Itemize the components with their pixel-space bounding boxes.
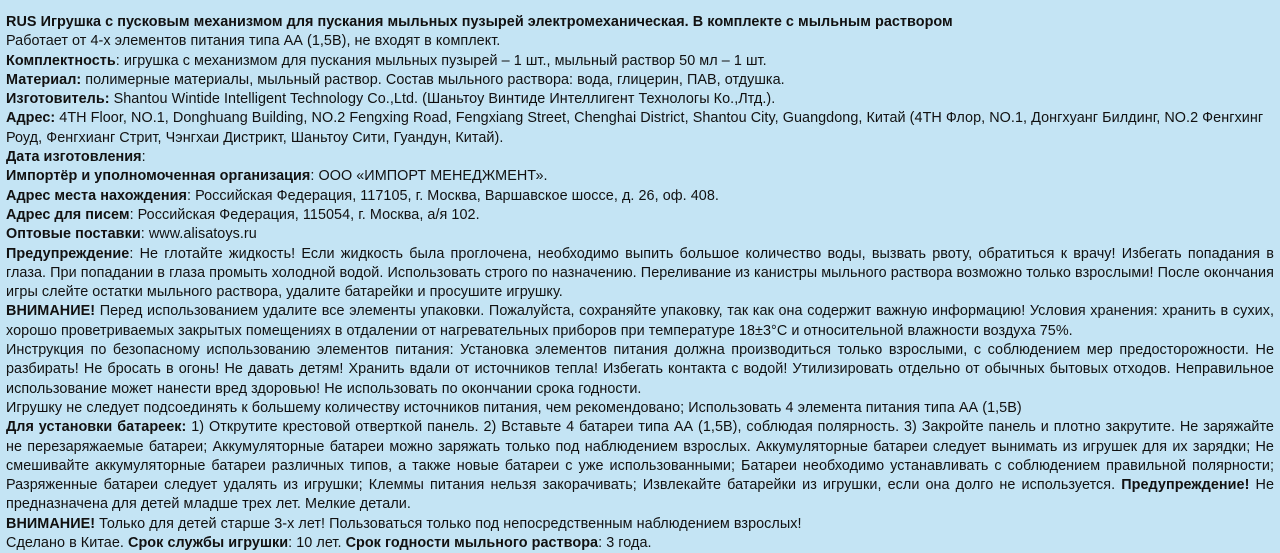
kit-value: : игрушка с механизмом для пускания мыльных пузырей – 1 шт., мыльный раствор 50 мл – 1 шт. (115, 52, 767, 69)
importer-label: Импортёр и уполномоченная организация (6, 168, 311, 185)
mail-value: : Российская Федерация, 115054, г. Москва, а/я 102. (129, 206, 480, 223)
material-line (6, 71, 1274, 90)
maker-line (6, 90, 1274, 109)
date-value: : (141, 149, 146, 166)
battery-paragraph (6, 418, 1274, 514)
attention-paragraph (6, 302, 1274, 341)
wholesale-label: Оптовые поставки (6, 226, 141, 243)
life-value: : 10 лет. (288, 535, 346, 552)
location-label: Адрес места нахождения (6, 187, 187, 204)
attention-label: ВНИМАНИЕ! (6, 303, 96, 320)
battery-label: Для установки батареек: (6, 419, 187, 436)
made-in-text: Сделано в Китае. (6, 535, 129, 552)
wholesale-value: : www.alisatoys.ru (140, 226, 257, 243)
instruction-paragraph: Инструкция по безопасному использованию элементов питания: Установка элементов питания должна производиться только взрослыми, с соблюдением мер предосторожности. Не разбирать! Не бросать в огонь! Не давать детям! Хранить вдали от источников тепла! Избегать контакта с водой! Утилизировать отдельно от обычных бытовых отходов. Неправильное использование может нанести вред здоровью! Не использовать по окончании срока годности. (6, 342, 1274, 397)
date-line (6, 148, 1274, 167)
kit-label: Комплектность (6, 52, 116, 69)
importer-value: : ООО «ИМПОРТ МЕНЕДЖМЕНТ». (310, 168, 548, 185)
title-line (6, 13, 1274, 32)
expiry-label: Срок годности мыльного раствора (345, 535, 599, 552)
battery-warning-label: Предупреждение! (1121, 477, 1250, 494)
age-line (6, 515, 1274, 534)
kit-line (6, 52, 1274, 71)
maker-value: Shantou Wintide Intelligent Technology Co.,Ltd. (Шаньтоу Винтиде Интеллигент Технологы Ко.,Лтд.). (109, 91, 776, 108)
maker-label: Изготовитель: (6, 91, 110, 108)
address-line (6, 109, 1274, 148)
address-label: Адрес: (6, 110, 56, 127)
battery-warning-value: Не предназначена для детей младше трех лет. Мелкие детали. (6, 477, 1275, 513)
mail-line (6, 206, 1274, 225)
wholesale-line (6, 225, 1274, 244)
material-label: Материал: (6, 71, 82, 88)
battery-value: 1) Открутите крестовой отверткой панель. 2) Вставьте 4 батареи типа АА (1,5В), соблюдая полярность. 3) Закройте панель и плотно закрутите. Не заряжайте не перезаряжаемые батареи; Аккумуляторные батареи можно заряжать только под наблюдением взрослых. Аккумуляторные батареи следует вынимать из игрушек для их зарядки; Не смешивайте аккумуляторные батареи различных типов, а также новые батареи с уже использованными; Батареи необходимо устанавливать с соблюдением правильной полярности; Разряженные батареи следует удалять из игрушки; Клеммы питания нельзя закорачивать; Извлекайте батарейки из игрушки, если она долго не используется. (6, 419, 1274, 494)
expiry-value: : 3 года. (598, 535, 652, 552)
warning-value: : Не глотайте жидкость! Если жидкость была проглочена, необходимо выпить большое количество воды, вызвать рвоту, обратиться к врачу! Избегать попадания в глаза. При попадании в глаза промыть холодной водой. Использовать строго по назначению. Переливание из канистры мыльного раствора возможно только взрослыми! После окончания игры слейте остатки мыльного раствора, удалите батарейки и просушите игрушку. (6, 245, 1274, 301)
attention-value: Перед использованием удалите все элементы упаковки. Пожалуйста, сохраняйте упаковку, так как она содержит важную информацию! Условия хранения: хранить в сухих, хорошо проветриваемых закрытых помещениях в отдалении от нагревательных приборов при температуре 18±3°С и относительной влажности воздуха 75%. (6, 303, 1274, 339)
power-line: Работает от 4-х элементов питания типа АА (1,5В), не входят в комплект. (6, 33, 501, 50)
material-value: полимерные материалы, мыльный раствор. Состав мыльного раствора: вода, глицерин, ПАВ, отдушка. (81, 71, 785, 88)
language-code: RUS (6, 14, 37, 30)
age-value: Только для детей старше 3-х лет! Пользоваться только под непосредственным наблюдением взрослых! (95, 515, 802, 532)
mail-label: Адрес для писем (6, 206, 130, 223)
age-label: ВНИМАНИЕ! (6, 515, 96, 532)
made-in-line (6, 534, 1274, 553)
life-label: Срок службы игрушки (128, 535, 289, 552)
date-label: Дата изготовления (6, 149, 142, 166)
connect-line: Игрушку не следует подсоединять к большему количеству источников питания, чем рекомендовано; Использовать 4 элемента питания типа АА (1,5В) (6, 399, 1022, 416)
location-value: : Российская Федерация, 117105, г. Москва, Варшавское шоссе, д. 26, оф. 408. (186, 187, 719, 204)
warning-paragraph (6, 245, 1274, 303)
product-title: Игрушка с пусковым механизмом для пускания мыльных пузырей электромеханическая. В комплекте с мыльным раствором (40, 14, 953, 30)
address-value: 4TH Floor, NO.1, Donghuang Building, NO.2 Fengxing Road, Fengxiang Street, Chenghai District, Shantou City, Guangdong, Китай (4TH Флор, NO.1, Донгхуанг Билдинг, NO.2 Фенгхинг Роуд, Фенгхианг Стрит, Чэнгхаи Дистрикт, Шаньтоу Сити, Гуандун, Китай). (6, 110, 1264, 146)
warning-label: Предупреждение (6, 245, 130, 262)
location-line (6, 187, 1274, 206)
importer-line (6, 167, 1274, 186)
